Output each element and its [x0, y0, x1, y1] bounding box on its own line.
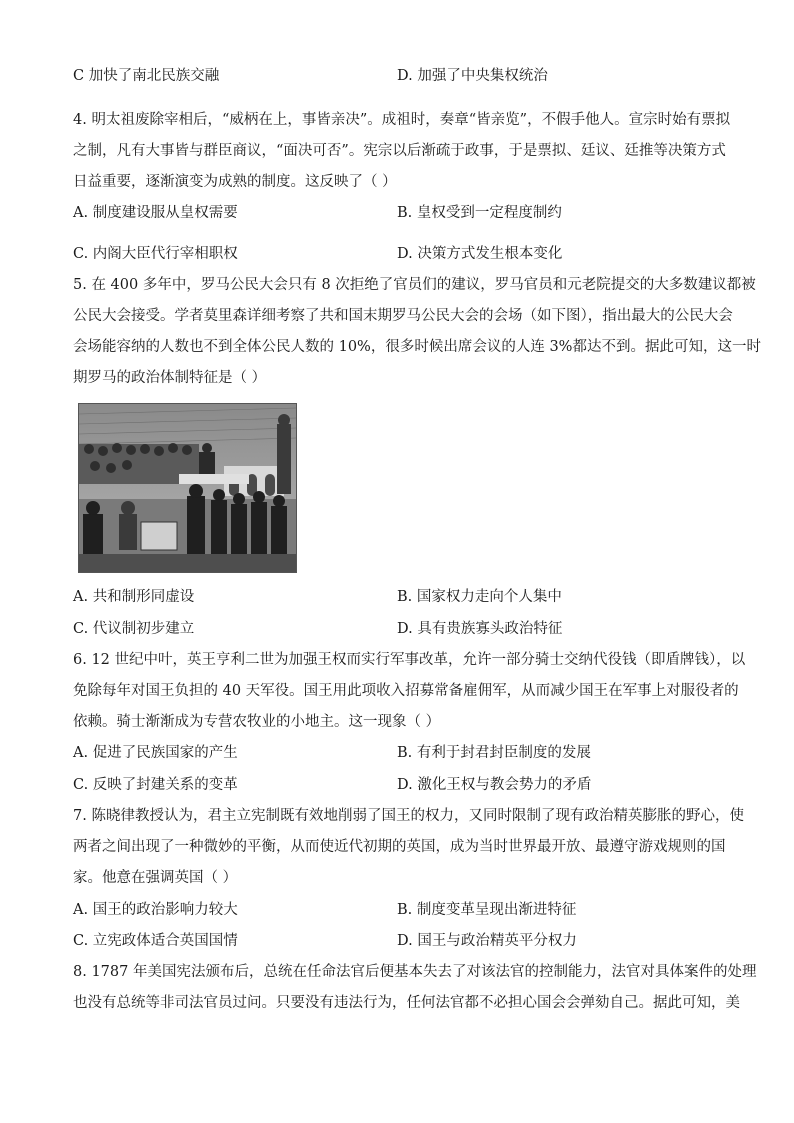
q6-option-c[interactable]: C. 反映了封建关系的变革: [73, 777, 238, 793]
q7-option-c[interactable]: C. 立宪政体适合英国国情: [73, 933, 238, 949]
q6-stem-line-2: 免除每年对国王负担的 40 天军役。国王用此项收入招募常备雇佣军，从而减少国王在军事上对服役者的: [73, 683, 739, 699]
q5-option-b[interactable]: B. 国家权力走向个人集中: [397, 589, 562, 605]
q6-option-d[interactable]: D. 激化王权与教会势力的矛盾: [397, 777, 592, 793]
q4-stem-line-3: 日益重要，逐渐演变为成熟的制度。这反映了（ ）: [73, 174, 397, 190]
q4-stem-line-1: 4. 明太祖废除宰相后，“威柄在上，事皆亲决”。成祖时，奏章“皆亲览”，不假手他人。宣宗时始有票拟: [73, 112, 731, 128]
q5-option-d[interactable]: D. 具有贵族寡头政治特征: [397, 621, 563, 637]
q4-option-c[interactable]: C. 内阁大臣代行宰相职权: [73, 246, 238, 262]
q6-option-b[interactable]: B. 有利于封君封臣制度的发展: [397, 745, 591, 761]
q6-stem-line-1: 6. 12 世纪中叶，英王亨利二世为加强王权而实行军事改革，允许一部分骑士交纳代役钱（即盾牌钱），以: [73, 652, 746, 668]
q5-stem-line-3: 会场能容纳的人数也不到全体公民人数的 10%，很多时候出席会议的人连 3%都达不到。据此可知，这一时: [73, 339, 761, 355]
q7-stem-line-3: 家。他意在强调英国（ ）: [73, 870, 238, 886]
q8-stem-line-1: 8. 1787 年美国宪法颁布后，总统在任命法官后便基本失去了对该法官的控制能力，法官对具体案件的处理: [73, 964, 757, 980]
q3-option-c[interactable]: C 加快了南北民族交融: [73, 68, 220, 84]
q7-stem-line-1: 7. 陈晓律教授认为，君主立宪制既有效地削弱了国王的权力，又同时限制了现有政治精英膨胀的野心，使: [73, 808, 744, 824]
q7-option-b[interactable]: B. 制度变革呈现出渐进特征: [397, 902, 577, 918]
q4-option-b[interactable]: B. 皇权受到一定程度制约: [397, 205, 562, 221]
q6-option-a[interactable]: A. 促进了民族国家的产生: [73, 745, 238, 761]
q5-option-a[interactable]: A. 共和制形同虚设: [73, 589, 195, 605]
q5-stem-line-4: 期罗马的政治体制特征是（ ）: [73, 370, 267, 386]
q4-stem-line-2: 之制，凡有大事皆与群臣商议，“面决可否”。宪宗以后渐疏于政事，于是票拟、廷议、廷推等决策方式: [73, 143, 726, 159]
q5-option-c[interactable]: C. 代议制初步建立: [73, 621, 195, 637]
q6-stem-line-3: 依赖。骑士渐渐成为专营农牧业的小地主。这一现象（ ）: [73, 714, 441, 730]
q7-option-a[interactable]: A. 国王的政治影响力较大: [73, 902, 238, 918]
q5-stem-line-2: 公民大会接受。学者莫里森详细考察了共和国末期罗马公民大会的会场（如下图），指出最大的公民大会: [73, 308, 733, 324]
q7-stem-line-2: 两者之间出现了一种微妙的平衡，从而使近代初期的英国，成为当时世界最开放、最遵守游戏规则的国: [73, 839, 726, 855]
q3-option-d[interactable]: D. 加强了中央集权统治: [397, 68, 548, 84]
roman-assembly-illustration: [78, 403, 297, 573]
q5-stem-line-1: 5. 在 400 多年中，罗马公民大会只有 8 次拒绝了官员们的建议，罗马官员和元老院提交的大多数建议都被: [73, 277, 756, 293]
q4-option-d[interactable]: D. 决策方式发生根本变化: [397, 246, 563, 262]
q4-option-a[interactable]: A. 制度建设服从皇权需要: [73, 205, 238, 221]
q8-stem-line-2: 也没有总统等非司法官员过问。只要没有违法行为，任何法官都不必担心国会会弹劾自己。据此可知，美: [73, 995, 740, 1011]
q7-option-d[interactable]: D. 国王与政治精英平分权力: [397, 933, 577, 949]
